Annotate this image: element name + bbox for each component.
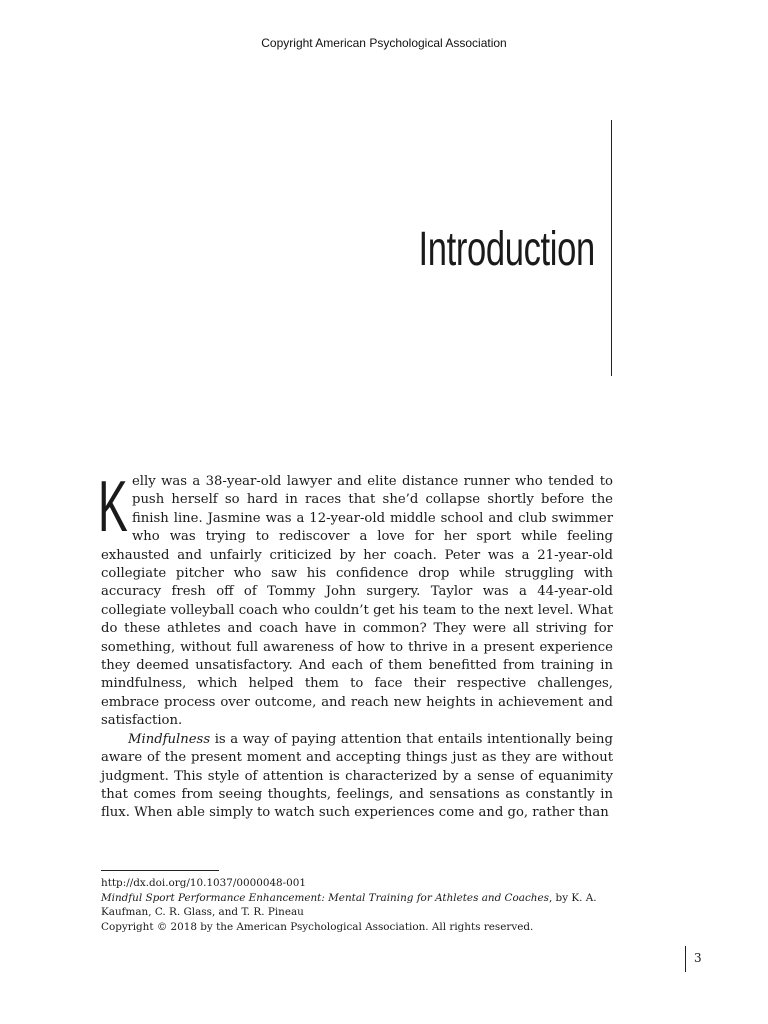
paragraph-2-text: is a way of paying attention that entails intentionally being aware of the present moment and accepting things just as they are without judgment. This style of attention is characterized by a sense of equanimity that comes from seeing thoughts, feelings, and sensations as constantly in flux. When able simply to watch such experiences come and go, rather than: [101, 731, 613, 821]
footnote: [101, 876, 613, 934]
doi-link[interactable]: http://dx.doi.org/10.1037/0000048-001: [101, 877, 307, 889]
mindfulness-term: Mindfulness: [128, 731, 211, 747]
copyright-notice: Copyright © 2018 by the American Psychological Association. All rights reserved.: [101, 920, 534, 933]
page-number: 3: [694, 951, 702, 965]
chapter-title: Introduction: [418, 223, 595, 276]
book-title: Mindful Sport Performance Enhancement: Mental Training for Athletes and Coaches: [101, 891, 549, 904]
footnote-rule: [101, 870, 219, 871]
body-text: [98, 467, 613, 823]
citation: [101, 891, 613, 920]
paragraph-1: [98, 467, 613, 731]
paragraph-2: [101, 731, 613, 823]
chapter-title-rule: [611, 120, 612, 376]
paragraph-1-text: elly was a 38-year-old lawyer and elite distance runner who tended to push herself so hard in races that she’d collapse shortly before the finish line. Jasmine was a 12-year-old middle school and club swimmer who was trying to rediscover a love for her sport while feeling exhausted and unfairly criticized by her coach. Peter was a 21-year-old collegiate pitcher who saw his confidence drop while struggling with accuracy fresh off of Tommy John surgery. Taylor was a 44-year-old collegiate volleyball coach who couldn’t get his team to the next level. What do these athletes and coach have in common? They were all striving for something, without full awareness of how to thrive in a present experience they deemed unsatisfactory. And each of them benefitted from training in mindfulness, which helped them to face their respective challenges, embrace process over outcome, and reach new heights in achievement and satisfaction.: [101, 474, 613, 729]
page-header: Copyright American Psychological Association: [261, 36, 507, 50]
citation-authors: , by K. A. Kaufman, C. R. Glass, and T. R. Pineau: [101, 891, 597, 919]
drop-cap: K: [98, 467, 128, 547]
page-number-rule: [685, 946, 686, 972]
